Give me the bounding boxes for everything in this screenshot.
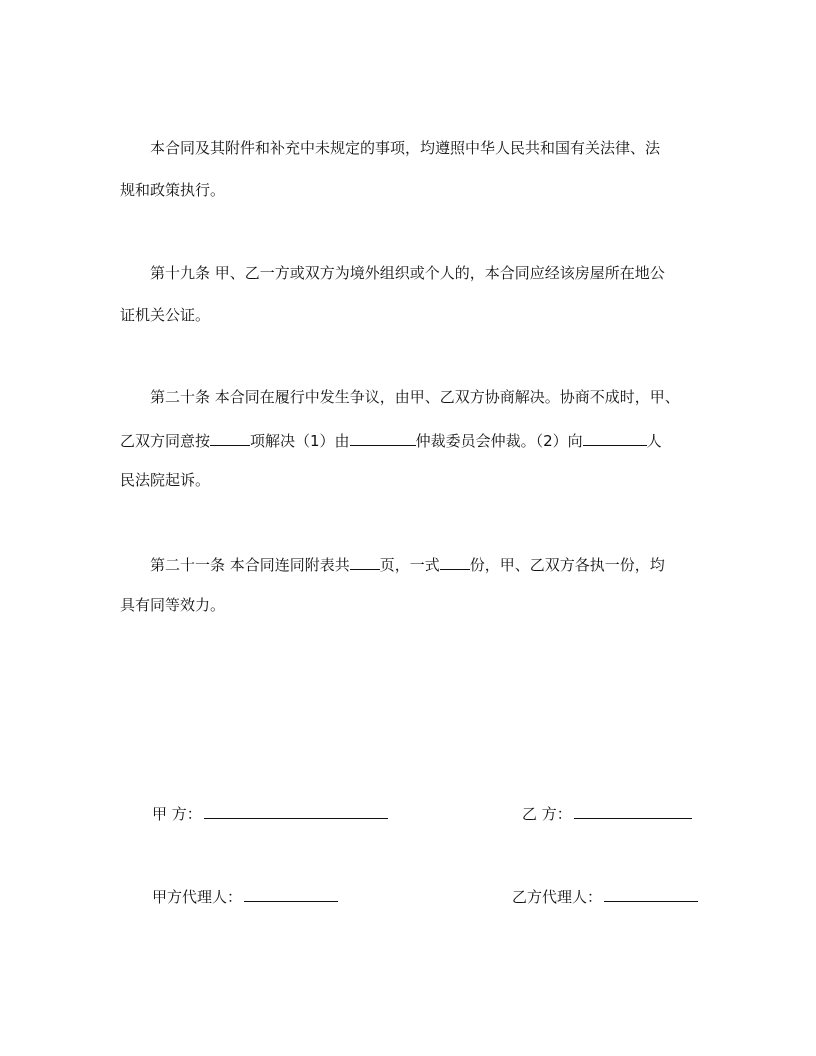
- party-a-agent-signature: 甲方代理人：: [152, 885, 338, 907]
- party-b-blank[interactable]: [574, 802, 692, 819]
- clause-20-line-1: 第二十条 本合同在履行中发生争议，由甲、乙双方协商解决。协商不成时，甲、: [150, 388, 680, 406]
- clause-18-line-2: 规和政策执行。: [120, 181, 226, 199]
- clause-19-line-1: 第十九条 甲、乙一方或双方为境外组织或个人的，本合同应经该房屋所在地公: [150, 264, 665, 282]
- resolution-option-blank[interactable]: [210, 429, 250, 446]
- party-b-agent-blank[interactable]: [604, 885, 698, 902]
- party-a-agent-blank[interactable]: [244, 885, 338, 902]
- clause-21-line-1: 第二十一条 本合同连同附表共 页，一式 份，甲、乙双方各执一份，均: [120, 553, 700, 575]
- party-a-blank[interactable]: [204, 802, 388, 819]
- clause-20-line-3: 民法院起诉。: [120, 471, 211, 489]
- copy-count-blank[interactable]: [440, 553, 470, 570]
- clause-18-line-1: 本合同及其附件和补充中未规定的事项，均遵照中华人民共和国有关法律、法: [150, 139, 661, 157]
- clause-20-line-2: 乙双方同意按 项解决（1）由 仲裁委员会仲裁。（2）向 人: [120, 429, 700, 451]
- clause-21-line-2: 具有同等效力。: [120, 596, 226, 614]
- clause-19-line-2: 证机关公证。: [120, 306, 211, 324]
- party-b-signature: 乙 方：: [522, 802, 692, 824]
- arbitration-commission-blank[interactable]: [350, 429, 416, 446]
- party-b-agent-signature: 乙方代理人：: [512, 885, 698, 907]
- page-count-blank[interactable]: [350, 553, 380, 570]
- party-a-signature: 甲 方：: [152, 802, 388, 824]
- court-blank[interactable]: [583, 429, 647, 446]
